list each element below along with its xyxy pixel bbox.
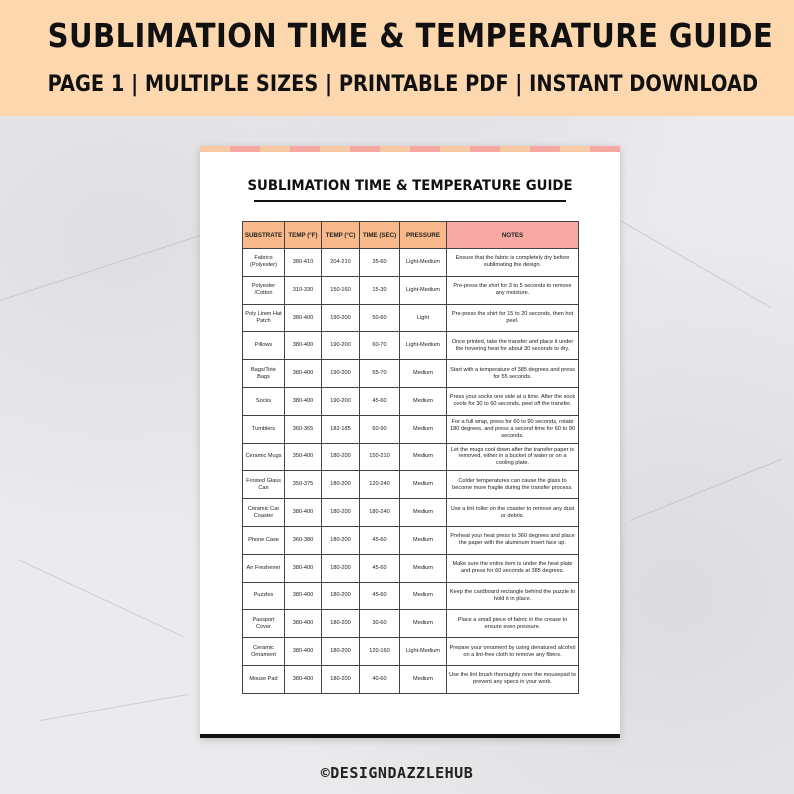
pressure-cell: Medium	[400, 610, 447, 638]
notes-cell: Place a small piece of fabric in the crease to ensure even pressure.	[447, 610, 579, 638]
temp-f-cell: 310-330	[285, 276, 322, 304]
marble-vein	[620, 220, 771, 308]
notes-cell: For a full wrap, press for 60 to 90 seconds, rotate 180 degrees, and press a second time for 60 to 90 seconds.	[447, 415, 579, 443]
substrate-cell: Pillows	[243, 332, 285, 360]
notes-cell: Use a lint roller on the coaster to remove any dust or debris.	[447, 499, 579, 527]
substrate-cell: Ceramic Ornament	[243, 638, 285, 666]
time-cell: 45-60	[360, 526, 400, 554]
temp-c-cell: 180-200	[322, 638, 360, 666]
table-row	[243, 387, 579, 415]
time-cell: 30-60	[360, 610, 400, 638]
pressure-cell: Medium	[400, 499, 447, 527]
guide-sheet	[200, 146, 620, 738]
notes-cell: Colder temperatures can cause the glass to become more fragile during the transfer process.	[447, 471, 579, 499]
time-cell: 55-70	[360, 360, 400, 388]
substrate-cell: Frosted Glass Can	[243, 471, 285, 499]
substrate-cell: Poly Linen Hat Patch	[243, 304, 285, 332]
table-row	[243, 415, 579, 443]
temp-c-cell: 190-200	[322, 387, 360, 415]
temp-f-cell: 380-400	[285, 360, 322, 388]
temp-c-cell: 180-200	[322, 471, 360, 499]
time-cell: 120-240	[360, 471, 400, 499]
table-row	[243, 332, 579, 360]
pressure-cell: Light-Medium	[400, 638, 447, 666]
temp-f-cell: 380-400	[285, 610, 322, 638]
time-cell: 60-70	[360, 332, 400, 360]
temp-c-cell: 204-210	[322, 249, 360, 277]
temp-f-cell: 380-400	[285, 499, 322, 527]
time-cell: 40-60	[360, 665, 400, 693]
time-cell: 35-60	[360, 249, 400, 277]
substrate-cell: Tumblers	[243, 415, 285, 443]
column-header: SUBSTRATE	[243, 222, 285, 249]
column-header: TIME (SEC)	[360, 222, 400, 249]
time-cell: 180-240	[360, 499, 400, 527]
time-cell: 120-160	[360, 638, 400, 666]
substrate-cell: Phone Case	[243, 526, 285, 554]
temp-c-cell: 190-200	[322, 360, 360, 388]
temp-c-cell: 190-200	[322, 304, 360, 332]
temp-f-cell: 380-400	[285, 665, 322, 693]
pressure-cell: Medium	[400, 443, 447, 471]
pressure-cell: Medium	[400, 360, 447, 388]
title-underline	[254, 200, 566, 202]
notes-cell: Keep the cardboard rectangle behind the puzzle to hold it in place.	[447, 582, 579, 610]
temp-f-cell: 380-400	[285, 638, 322, 666]
time-cell: 45-60	[360, 554, 400, 582]
temp-c-cell: 180-200	[322, 554, 360, 582]
table-row	[243, 582, 579, 610]
notes-cell: Let the mugs cool down after the transfer paper is removed, either in a bucket of water or on a cooling plate.	[447, 443, 579, 471]
time-cell: 15-30	[360, 276, 400, 304]
table-row	[243, 499, 579, 527]
temp-c-cell: 180-200	[322, 526, 360, 554]
table-row	[243, 554, 579, 582]
temp-f-cell: 350-400	[285, 443, 322, 471]
notes-cell: Make sure the entire item is under the heat plate and press for 60 seconds at 385 degrees.	[447, 554, 579, 582]
header-banner	[0, 0, 794, 116]
pressure-cell: Medium	[400, 526, 447, 554]
table-row	[243, 526, 579, 554]
temp-f-cell: 380-400	[285, 332, 322, 360]
notes-cell: Prepare your ornament by using denatured alcohol on a lint-free cloth to remove any fibers.	[447, 638, 579, 666]
table-row	[243, 638, 579, 666]
table-row	[243, 610, 579, 638]
pressure-cell: Medium	[400, 471, 447, 499]
time-cell: 45-60	[360, 582, 400, 610]
substrate-cell: Bags/Tote Bags	[243, 360, 285, 388]
table-row	[243, 360, 579, 388]
substrate-cell: Mouse Pad	[243, 665, 285, 693]
table-row	[243, 276, 579, 304]
substrate-cell: Fabrics (Polyester)	[243, 249, 285, 277]
time-cell: 60-90	[360, 415, 400, 443]
time-cell: 50-60	[360, 304, 400, 332]
substrate-cell: Air Freshener	[243, 554, 285, 582]
temp-c-cell: 180-200	[322, 499, 360, 527]
pressure-cell: Light-Medium	[400, 332, 447, 360]
column-header: TEMP (°C)	[322, 222, 360, 249]
table-row	[243, 304, 579, 332]
banner-title: SUBLIMATION TIME & TEMPERATURE GUIDE	[47, 16, 774, 55]
temp-f-cell: 360-365	[285, 415, 322, 443]
temp-f-cell: 360-380	[285, 526, 322, 554]
sheet-top-stripe	[200, 146, 620, 152]
temp-f-cell: 380-400	[285, 582, 322, 610]
table-row	[243, 249, 579, 277]
substrate-cell: Ceramic Mugs	[243, 443, 285, 471]
table-body	[243, 249, 579, 694]
column-header: TEMP (°F)	[285, 222, 322, 249]
pressure-cell: Light	[400, 304, 447, 332]
substrate-cell: Socks	[243, 387, 285, 415]
notes-cell: Preheat your heat press to 360 degrees and place the paper with the aluminum insert face up.	[447, 526, 579, 554]
marble-vein	[630, 459, 782, 521]
substrate-cell: Puzzles	[243, 582, 285, 610]
sheet-title: SUBLIMATION TIME & TEMPERATURE GUIDE	[247, 178, 573, 194]
table-header-row	[243, 222, 579, 249]
column-header: NOTES	[447, 222, 579, 249]
pressure-cell: Medium	[400, 387, 447, 415]
table-row	[243, 665, 579, 693]
marble-vein	[20, 560, 184, 637]
pressure-cell: Medium	[400, 665, 447, 693]
notes-cell: Use the lint brush thoroughly over the mousepad to prevent any specs in your work.	[447, 665, 579, 693]
notes-cell: Press your socks one side at a time. After the sock cools for 30 to 60 seconds, peel off the transfer.	[447, 387, 579, 415]
temp-c-cell: 180-200	[322, 582, 360, 610]
notes-cell: Once printed, take the transfer and place it under the hovering heat for about 30 seconds to dry.	[447, 332, 579, 360]
footer-credit: ©DESIGNDAZZLEHUB	[320, 764, 474, 782]
notes-cell: Pre-press the shirt for 3 to 5 seconds to remove any moisture.	[447, 276, 579, 304]
marble-vein	[40, 694, 188, 721]
notes-cell: Ensure that the fabric is completely dry before sublimating the design.	[447, 249, 579, 277]
pressure-cell: Medium	[400, 582, 447, 610]
table-row	[243, 443, 579, 471]
time-cell: 150-210	[360, 443, 400, 471]
temp-f-cell: 380-400	[285, 304, 322, 332]
temp-f-cell: 350-375	[285, 471, 322, 499]
temp-f-cell: 380-400	[285, 554, 322, 582]
pressure-cell: Medium	[400, 554, 447, 582]
temp-c-cell: 190-200	[322, 332, 360, 360]
pressure-cell: Light-Medium	[400, 249, 447, 277]
temp-c-cell: 180-200	[322, 610, 360, 638]
temp-c-cell: 180-200	[322, 443, 360, 471]
banner-subtitle: PAGE 1 | MULTIPLE SIZES | PRINTABLE PDF | INSTANT DOWNLOAD	[47, 72, 759, 97]
substrate-cell: Passport Cover	[243, 610, 285, 638]
time-cell: 45-60	[360, 387, 400, 415]
substrate-cell: Ceramic Car Coaster	[243, 499, 285, 527]
substrate-cell: Polyester /Cotton	[243, 276, 285, 304]
table-row	[243, 471, 579, 499]
temp-f-cell: 380-410	[285, 249, 322, 277]
temp-c-cell: 180-200	[322, 665, 360, 693]
temp-c-cell: 150-160	[322, 276, 360, 304]
temp-c-cell: 182-185	[322, 415, 360, 443]
sheet-bottom-bar	[200, 734, 620, 738]
temp-f-cell: 380-400	[285, 387, 322, 415]
notes-cell: Start with a temperature of 385 degrees and press for 55 seconds.	[447, 360, 579, 388]
guide-table	[242, 221, 579, 694]
pressure-cell: Light-Medium	[400, 276, 447, 304]
column-header: PRESSURE	[400, 222, 447, 249]
pressure-cell: Medium	[400, 415, 447, 443]
notes-cell: Pre-press the shirt for 15 to 20 seconds, then hot peel.	[447, 304, 579, 332]
marble-vein	[0, 235, 200, 301]
